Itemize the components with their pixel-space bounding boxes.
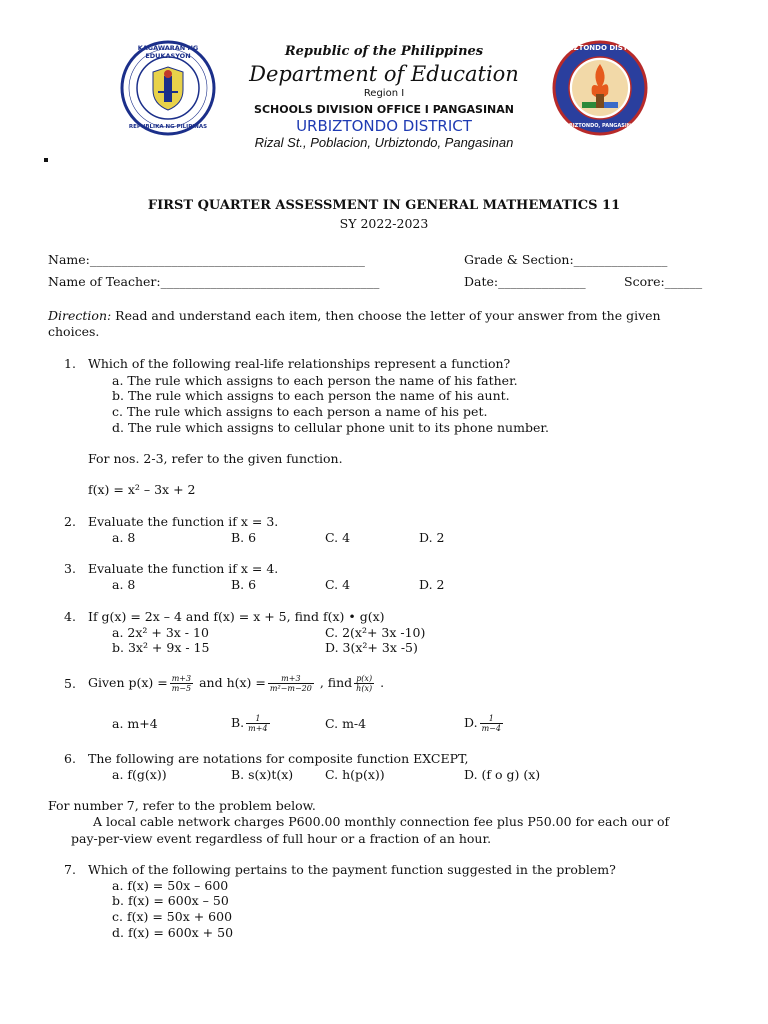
q5-d-denominator: m−4	[481, 724, 501, 733]
q2-option-a[interactable]: a. 8	[112, 530, 136, 545]
q2-text: Evaluate the function if x = 3.	[88, 514, 279, 529]
q5-d-fraction	[480, 714, 503, 733]
direction-line2: choices.	[48, 324, 100, 339]
q1-number: 1.	[64, 356, 76, 371]
q5-dot: .	[380, 675, 385, 690]
find-numerator: p(x)	[354, 674, 374, 684]
q5-b-label: B.	[231, 715, 245, 730]
district-label: URBIZTONDO DISTRICT	[296, 117, 472, 135]
q5-b-fraction	[246, 714, 269, 733]
q3-option-b[interactable]: B. 6	[231, 577, 257, 592]
q7-option-a[interactable]: a. f(x) = 50x – 600	[112, 878, 229, 893]
q1-text: Which of the following real-life relationships represent a function?	[88, 356, 511, 371]
q1-option-c[interactable]: c. The rule which assigns to each person a name of his pet.	[112, 404, 488, 419]
q5-number: 5.	[64, 676, 76, 691]
logo-text-top: URBIZTONDO DISTRICT	[554, 44, 646, 52]
q7-number: 7.	[64, 862, 76, 877]
q5-b-numerator: 1	[246, 714, 269, 724]
q5-option-a[interactable]: a. m+4	[112, 716, 158, 731]
q5-b-denominator: m+4	[248, 724, 268, 733]
direction-label: Direction:	[48, 308, 112, 323]
q4-option-d[interactable]: D. 3(x²+ 3x -5)	[325, 640, 418, 655]
ref-2-3: For nos. 2-3, refer to the given function.	[88, 451, 343, 466]
region-label: Region I	[363, 88, 405, 99]
seal-text-bottom: REPUBLIKA NG PILIPINAS	[128, 124, 208, 130]
q6-option-b[interactable]: B. s(x)t(x)	[231, 767, 294, 782]
given-function: f(x) = x² – 3x + 2	[88, 482, 196, 497]
seal-text-top: KAGAWARAN NG EDUKASYON	[137, 44, 199, 60]
q5-and-h: and h(x) =	[199, 675, 266, 690]
q1-option-b[interactable]: b. The rule which assigns to each person the name of his aunt.	[112, 388, 510, 403]
republic-label: Republic of the Philippines	[284, 44, 484, 59]
h-numerator: m+3	[268, 674, 314, 684]
date-field[interactable]: Date:______________	[464, 274, 586, 289]
q4-option-a[interactable]: a. 2x² + 3x - 10	[112, 625, 209, 640]
bullet-mark	[44, 158, 48, 162]
q3-option-d[interactable]: D. 2	[419, 577, 445, 592]
q5-find: , find	[319, 675, 353, 690]
q6-number: 6.	[64, 751, 76, 766]
find-denominator: h(x)	[356, 684, 373, 693]
direction-line1	[48, 308, 661, 323]
q2-option-c[interactable]: C. 4	[325, 530, 351, 545]
q2-option-d[interactable]: D. 2	[419, 530, 445, 545]
ref-7-line2: pay-per-view event regardless of full hour or a fraction of an hour.	[71, 831, 492, 846]
ref-7-intro: For number 7, refer to the problem below.	[48, 798, 316, 813]
q4-text: If g(x) = 2x – 4 and f(x) = x + 5, find f(x) • g(x)	[88, 609, 385, 624]
exam-title: FIRST QUARTER ASSESSMENT IN GENERAL MATHEMATICS 11	[147, 198, 621, 213]
division-label: SCHOOLS DIVISION OFFICE I PANGASINAN	[254, 103, 514, 116]
q3-text: Evaluate the function if x = 4.	[88, 561, 279, 576]
address-label: Rizal St., Poblacion, Urbiztondo, Pangasinan	[254, 135, 514, 150]
q2-option-b[interactable]: B. 6	[231, 530, 257, 545]
q6-text: The following are notations for composite function EXCEPT,	[88, 751, 469, 766]
logo-text-bottom: URBIZTONDO, PANGASINAN	[561, 123, 639, 129]
q5-text	[88, 669, 384, 697]
q7-option-b[interactable]: b. f(x) = 600x – 50	[112, 893, 229, 908]
q3-option-a[interactable]: a. 8	[112, 577, 136, 592]
ref-7-line1: A local cable network charges P600.00 monthly connection fee plus P50.00 for each our of	[93, 814, 670, 829]
q7-text: Which of the following pertains to the payment function suggested in the problem?	[88, 862, 616, 877]
grade-section-field[interactable]: Grade & Section:_______________	[464, 252, 668, 267]
q7-option-d[interactable]: d. f(x) = 600x + 50	[112, 925, 234, 940]
q5-d-label: D.	[464, 715, 478, 730]
h-denominator: m²−m−20	[269, 684, 312, 693]
q2-number: 2.	[64, 514, 76, 529]
h-fraction	[268, 674, 314, 693]
q7-option-c[interactable]: c. f(x) = 50x + 600	[112, 909, 233, 924]
p-denominator: m−5	[171, 684, 192, 693]
q5-option-d[interactable]	[464, 709, 505, 737]
q5-option-b[interactable]	[231, 709, 272, 737]
q4-option-b[interactable]: b. 3x² + 9x - 15	[112, 640, 210, 655]
teacher-field[interactable]: Name of Teacher:___________________________________	[48, 274, 380, 289]
q6-option-d[interactable]: D. (f o g) (x)	[464, 767, 541, 782]
score-field[interactable]: Score:______	[624, 274, 703, 289]
q1-option-d[interactable]: d. The rule which assigns to cellular phone unit to its phone number.	[112, 420, 549, 435]
q5-d-numerator: 1	[480, 714, 503, 724]
name-field[interactable]: Name:____________________________________________	[48, 252, 365, 267]
p-numerator: m+3	[171, 674, 192, 683]
q3-option-c[interactable]: C. 4	[325, 577, 351, 592]
school-year: SY 2022-2023	[339, 216, 429, 231]
q4-option-c[interactable]: C. 2(x²+ 3x -10)	[325, 625, 426, 640]
q6-option-a[interactable]: a. f(g(x))	[112, 767, 167, 782]
find-fraction	[354, 674, 374, 693]
q6-option-c[interactable]: C. h(p(x))	[325, 767, 385, 782]
q5-given: Given p(x) =	[88, 675, 168, 690]
p-fraction	[170, 674, 193, 693]
department-label: Department of Education	[249, 62, 519, 86]
q1-option-a[interactable]: a. The rule which assigns to each person the name of his father.	[112, 373, 518, 388]
q3-number: 3.	[64, 561, 76, 576]
q4-number: 4.	[64, 609, 76, 624]
direction-text: Read and understand each item, then choose the letter of your answer from the given	[111, 308, 661, 323]
q5-option-c[interactable]: C. m-4	[325, 716, 367, 731]
